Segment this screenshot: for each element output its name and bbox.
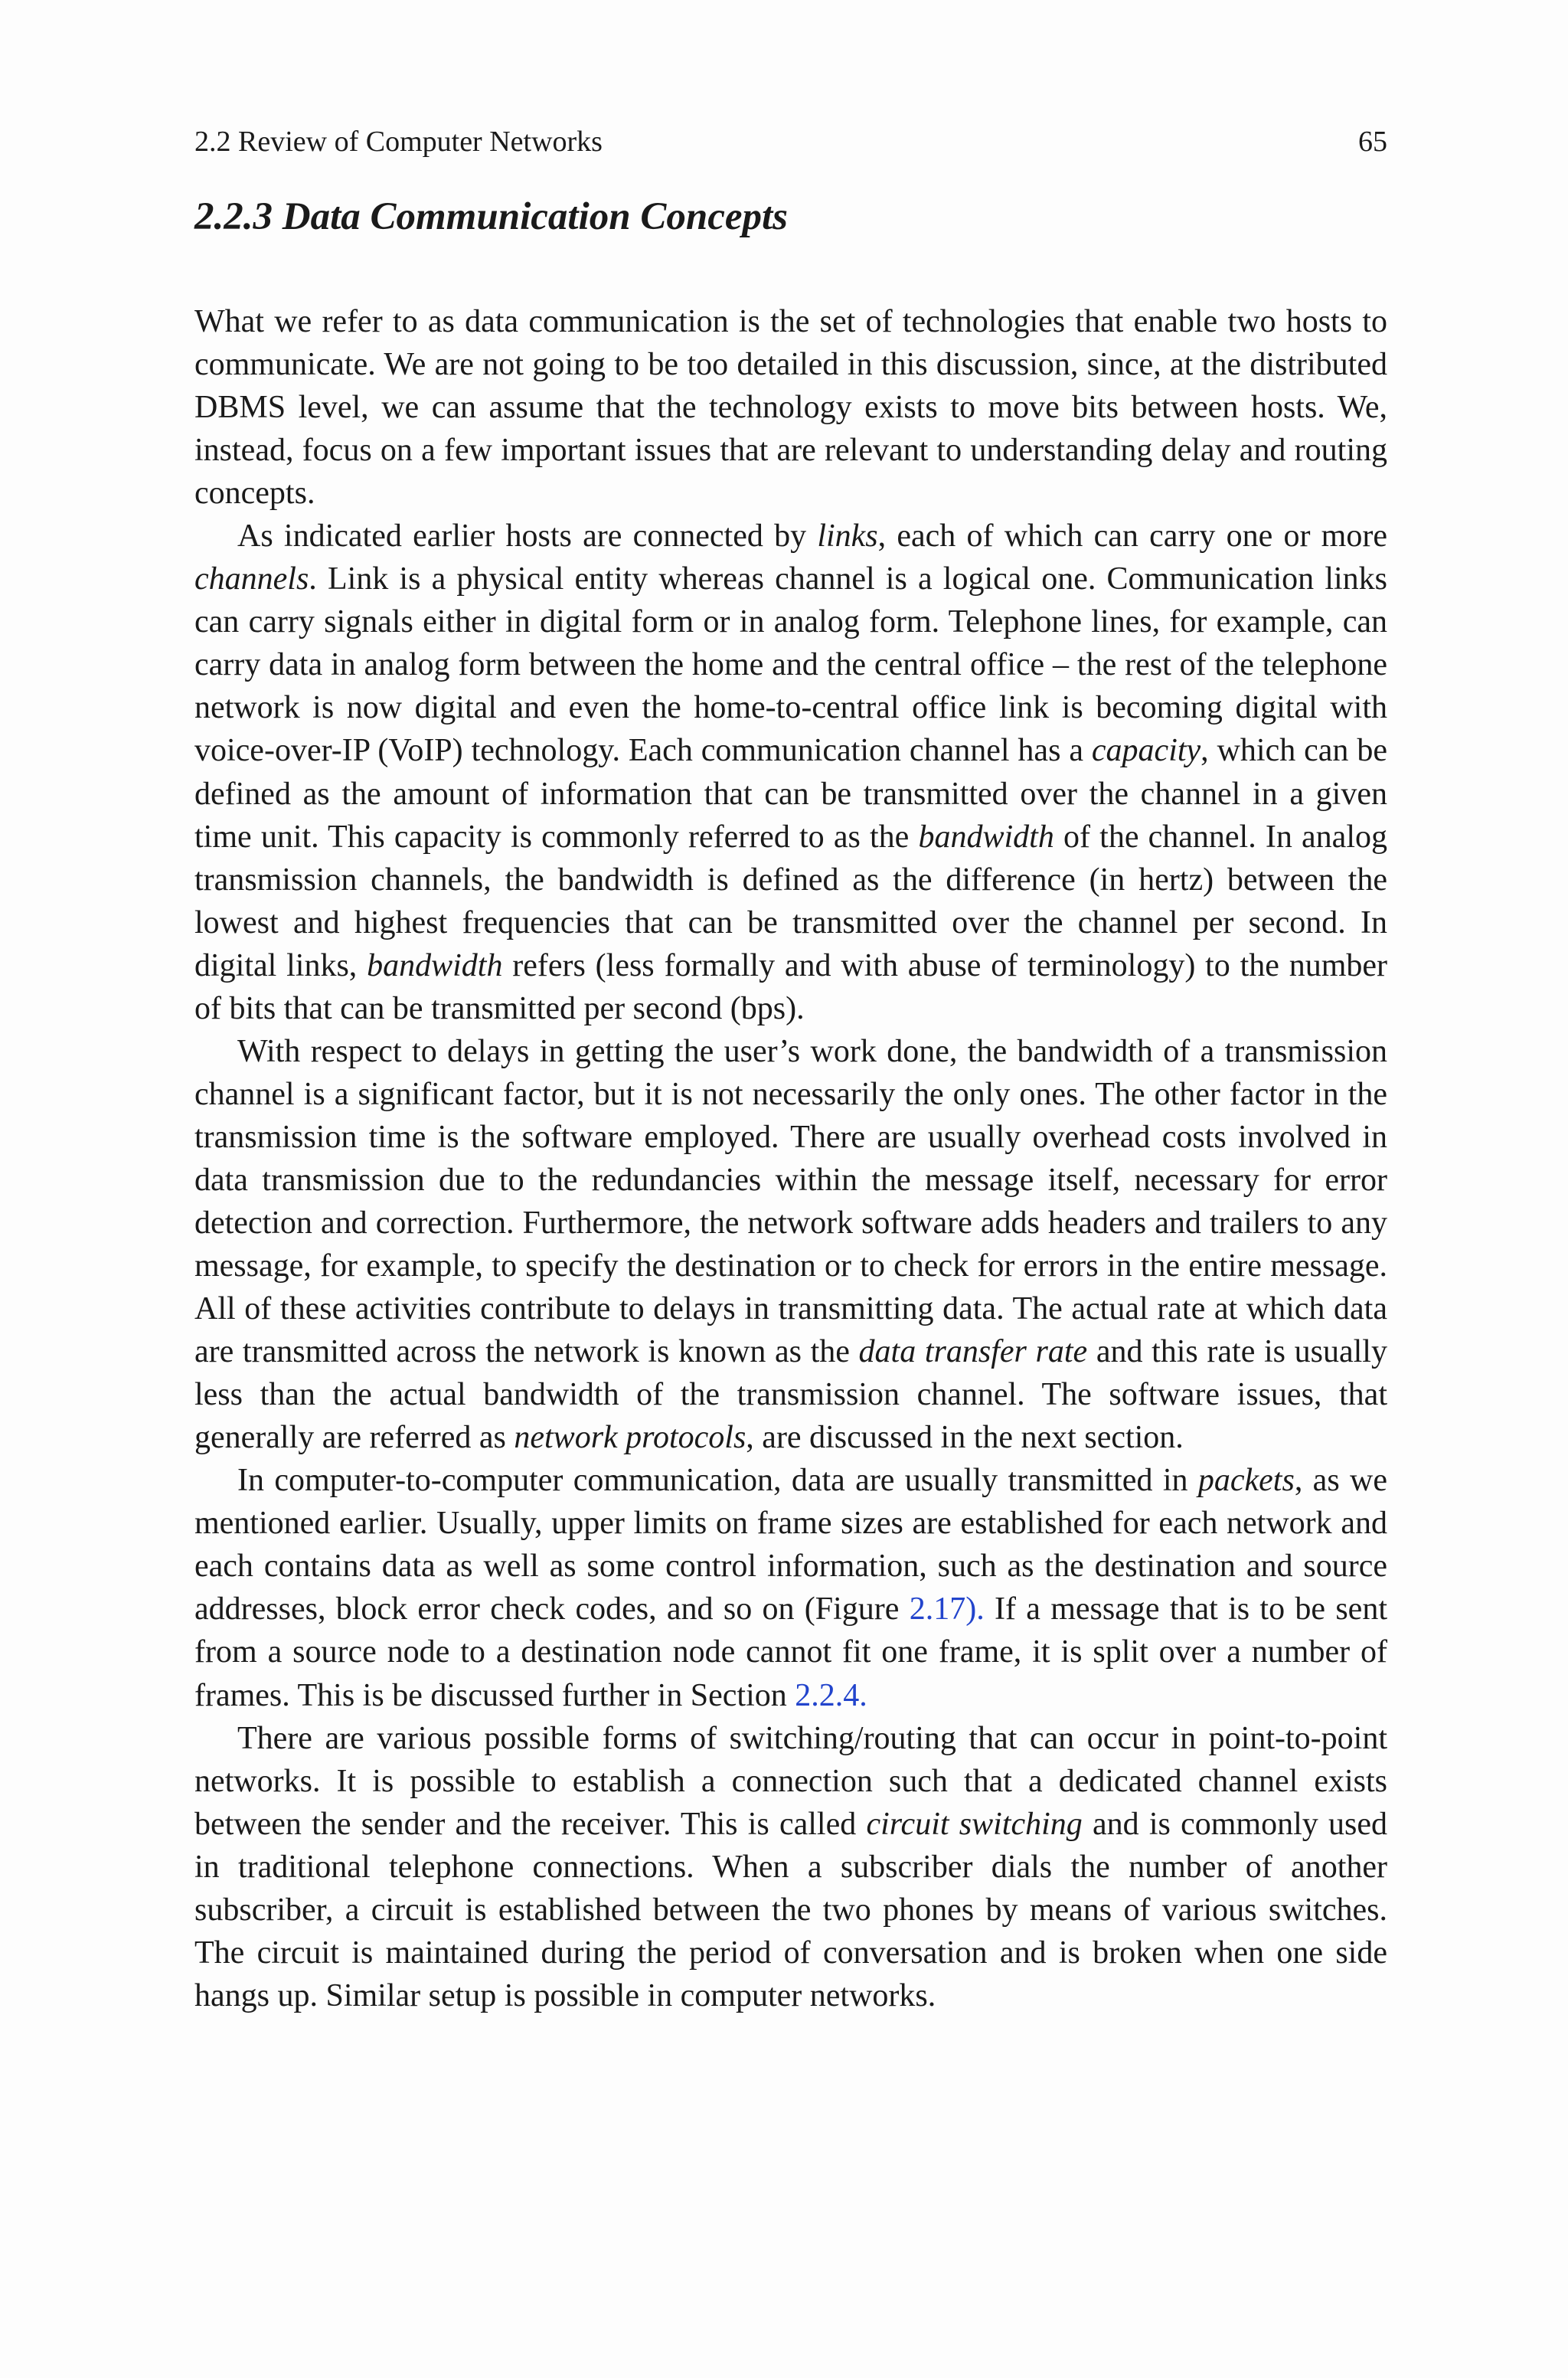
running-header [194,123,1387,161]
text-run: and this rate is usually less than the actual bandwidth of the transmission channel. The software issues, that generally are referred as [194,1334,1387,1456]
term-channels: channels [194,561,309,597]
text-run: , as we mentioned earlier. Usually, upper limits on frame sizes are established for each network and each contains data as well as some control information, such as the destination and source addresses, block error check codes, and so on (Figure [194,1463,1387,1627]
text-run: There are various possible forms of switching/routing that can occur in point-to-point networks. It is possible to establish a connection such that a dedicated channel exists between the sender and the receiver. This is called [194,1720,1387,1842]
text-run: . Link is a physical entity whereas channel is a logical one. Communication links can carry signals either in digital form or in analog form. Telephone lines, for example, can carry data in analog form between the home and the central office – the rest of the telephone network is now digital and even the home-to-central office link is becoming digital with voice-over-IP (VoIP) technology. Each communication channel has a [194,561,1387,769]
term-data-transfer-rate: data transfer rate [858,1334,1088,1370]
text-run: As indicated earlier hosts are connected by [237,518,818,554]
text-run: If a message that is to be sent from a source node to a destination node cannot fit one frame, it is split over a number of frames. This is be discussed further in Section [194,1591,1387,1713]
term-packets: packets [1197,1463,1295,1499]
paragraph-3 [194,1030,1387,1459]
term-bandwidth-digital: bandwidth [367,947,503,983]
term-capacity: capacity [1091,733,1201,769]
paragraph-2 [194,515,1387,1030]
paragraph-5 [194,1717,1387,2017]
term-bandwidth: bandwidth [918,819,1054,855]
figure-link[interactable]: 2.17). [909,1591,985,1627]
page-number: 65 [1358,126,1387,158]
section-link[interactable]: 2.2.4. [795,1677,867,1713]
text-run: In computer-to-computer communication, data are usually transmitted in [237,1463,1198,1499]
paragraph-4 [194,1459,1387,1716]
paragraph-1: What we refer to as data communication is the set of technologies that enable two hosts to communicate. We are not going to be too detailed in this discussion, since, at the distributed DBMS level, we can assume that the technology exists to move bits between hosts. We, instead, focus on a few important issues that are relevant to understanding delay and routing concepts. [194,304,1387,512]
text-run: With respect to delays in getting the user’s work done, the bandwidth of a transmission channel is a significant factor, but it is not necessarily the only ones. The other factor in the transmission time is the software employed. There are usually overhead costs involved in data transmission due to the redundancies within the message itself, necessary for error detection and correction. Furthermore, the network software adds headers and trailers to any message, for example, to specify the destination or to check for errors in the entire message. All of these activities contribute to delays in transmitting data. The actual rate at which data are transmitted across the network is known as the [194,1033,1387,1370]
text-run: refers (less formally and with abuse of terminology) to the number of bits that can be transmitted per second (bps). [194,947,1387,1026]
text-run: , which can be defined as the amount of information that can be transmitted over the channel in a given time unit. This capacity is commonly referred to as the [194,733,1387,855]
term-circuit-switching: circuit switching [866,1806,1083,1842]
running-header-section: 2.2 Review of Computer Networks [194,126,603,158]
body-text [194,300,1387,2017]
section-heading: 2.2.3 Data Communication Concepts [194,195,789,238]
text-run: and is commonly used in traditional telephone connections. When a subscriber dials the number of another subscriber, a circuit is established between the two phones by means of various switches. The circuit is maintained during the period of conversation and is broken when one side hangs up. Similar setup is possible in computer networks. [194,1806,1387,2013]
text-run: of the channel. In analog transmission channels, the bandwidth is defined as the difference (in hertz) between the lowest and highest frequencies that can be transmitted over the channel per second. In digital links, [194,819,1387,983]
text-run: , each of which can carry one or more [877,518,1387,554]
term-links: links [817,518,878,554]
term-network-protocols: network protocols [514,1420,746,1456]
text-run: , are discussed in the next section. [746,1420,1184,1456]
